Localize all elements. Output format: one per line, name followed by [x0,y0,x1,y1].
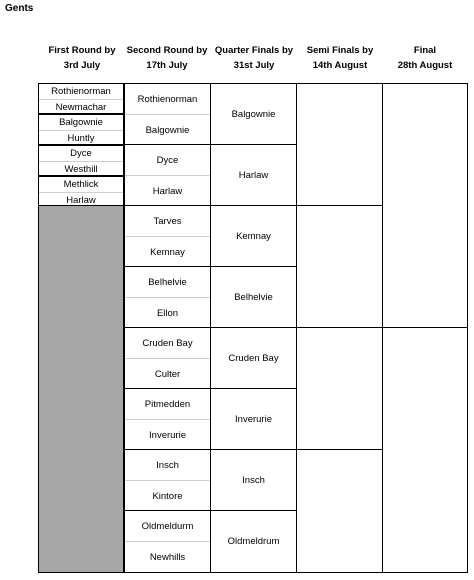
semi-final-slot-3 [296,327,383,450]
team-name: Belhelvie [148,276,187,288]
quarter-final-slot-4 [210,266,297,328]
second-round-match-1 [124,83,211,145]
team-name: Rothienorman [51,86,111,97]
team-name: Newmachar [39,99,123,115]
team-name: Insch [156,459,179,471]
final-slot-2 [382,327,468,573]
team-name: Dyce [70,148,92,159]
team-name: Kemnay [236,230,271,242]
team-name: Oldmeldrum [227,536,280,547]
second-round-match-2 [124,144,211,206]
team-name: Huntly [39,130,123,146]
team-name: Cruden Bay [228,352,279,364]
first-round-bye-area [38,205,124,573]
team-name: Kemnay [125,236,210,267]
second-round-match-8 [124,510,211,573]
first-round-match-3 [38,145,124,176]
second-round-match-3 [124,205,211,267]
header-quarter-finals: Quarter Finals by 31st July [214,45,294,71]
team-name: Tarves [153,215,182,227]
team-name: Inverurie [125,419,210,450]
team-name: Insch [242,474,265,486]
team-name: Westhill [39,161,123,177]
team-name: Methlick [63,179,99,190]
semi-final-slot-2 [296,205,383,328]
quarter-final-slot-3 [210,205,297,267]
quarter-final-slot-8 [210,510,297,573]
quarter-final-slot-2 [210,144,297,206]
team-name: Inverurie [235,413,272,425]
second-round-match-6 [124,388,211,450]
team-name [297,450,382,572]
team-name [297,328,382,449]
final-slot-1 [382,83,468,328]
team-name: Balgownie [125,114,210,145]
team-name: Ellon [125,297,210,328]
first-round-match-2 [38,114,124,145]
team-name: Culter [125,358,210,389]
team-name: Harlaw [125,175,210,206]
first-round-match-4 [38,176,124,206]
team-name: Harlaw [39,192,123,207]
header-first-round: First Round by 3rd July [48,45,116,71]
team-name: Dyce [156,154,179,166]
team-name [383,328,467,572]
team-name [383,84,467,327]
semi-final-slot-4 [296,449,383,573]
second-round-match-4 [124,266,211,328]
quarter-final-slot-6 [210,388,297,450]
team-name: Rothienorman [137,93,198,105]
quarter-final-slot-1 [210,83,297,145]
team-name: Balgownie [231,108,276,120]
quarter-final-slot-5 [210,327,297,389]
team-name: Newhills [125,541,210,573]
team-name: Kintore [125,480,210,511]
page-title: Gents [5,3,34,14]
header-semi-finals: Semi Finals by 14th August [306,45,374,71]
team-name: Pitmedden [144,398,191,410]
quarter-final-slot-7 [210,449,297,511]
header-final: Final 28th August [397,45,453,71]
first-round-match-1 [38,83,124,114]
team-name [297,84,382,205]
second-round-match-5 [124,327,211,389]
header-second-round: Second Round by 17th July [126,45,208,71]
team-name [297,206,382,327]
team-name: Oldmeldurm [141,520,194,532]
team-name: Harlaw [238,169,269,181]
semi-final-slot-1 [296,83,383,206]
team-name: Cruden Bay [142,337,193,349]
team-name: Belhelvie [234,291,273,303]
team-name: Balgownie [59,117,103,128]
second-round-match-7 [124,449,211,511]
